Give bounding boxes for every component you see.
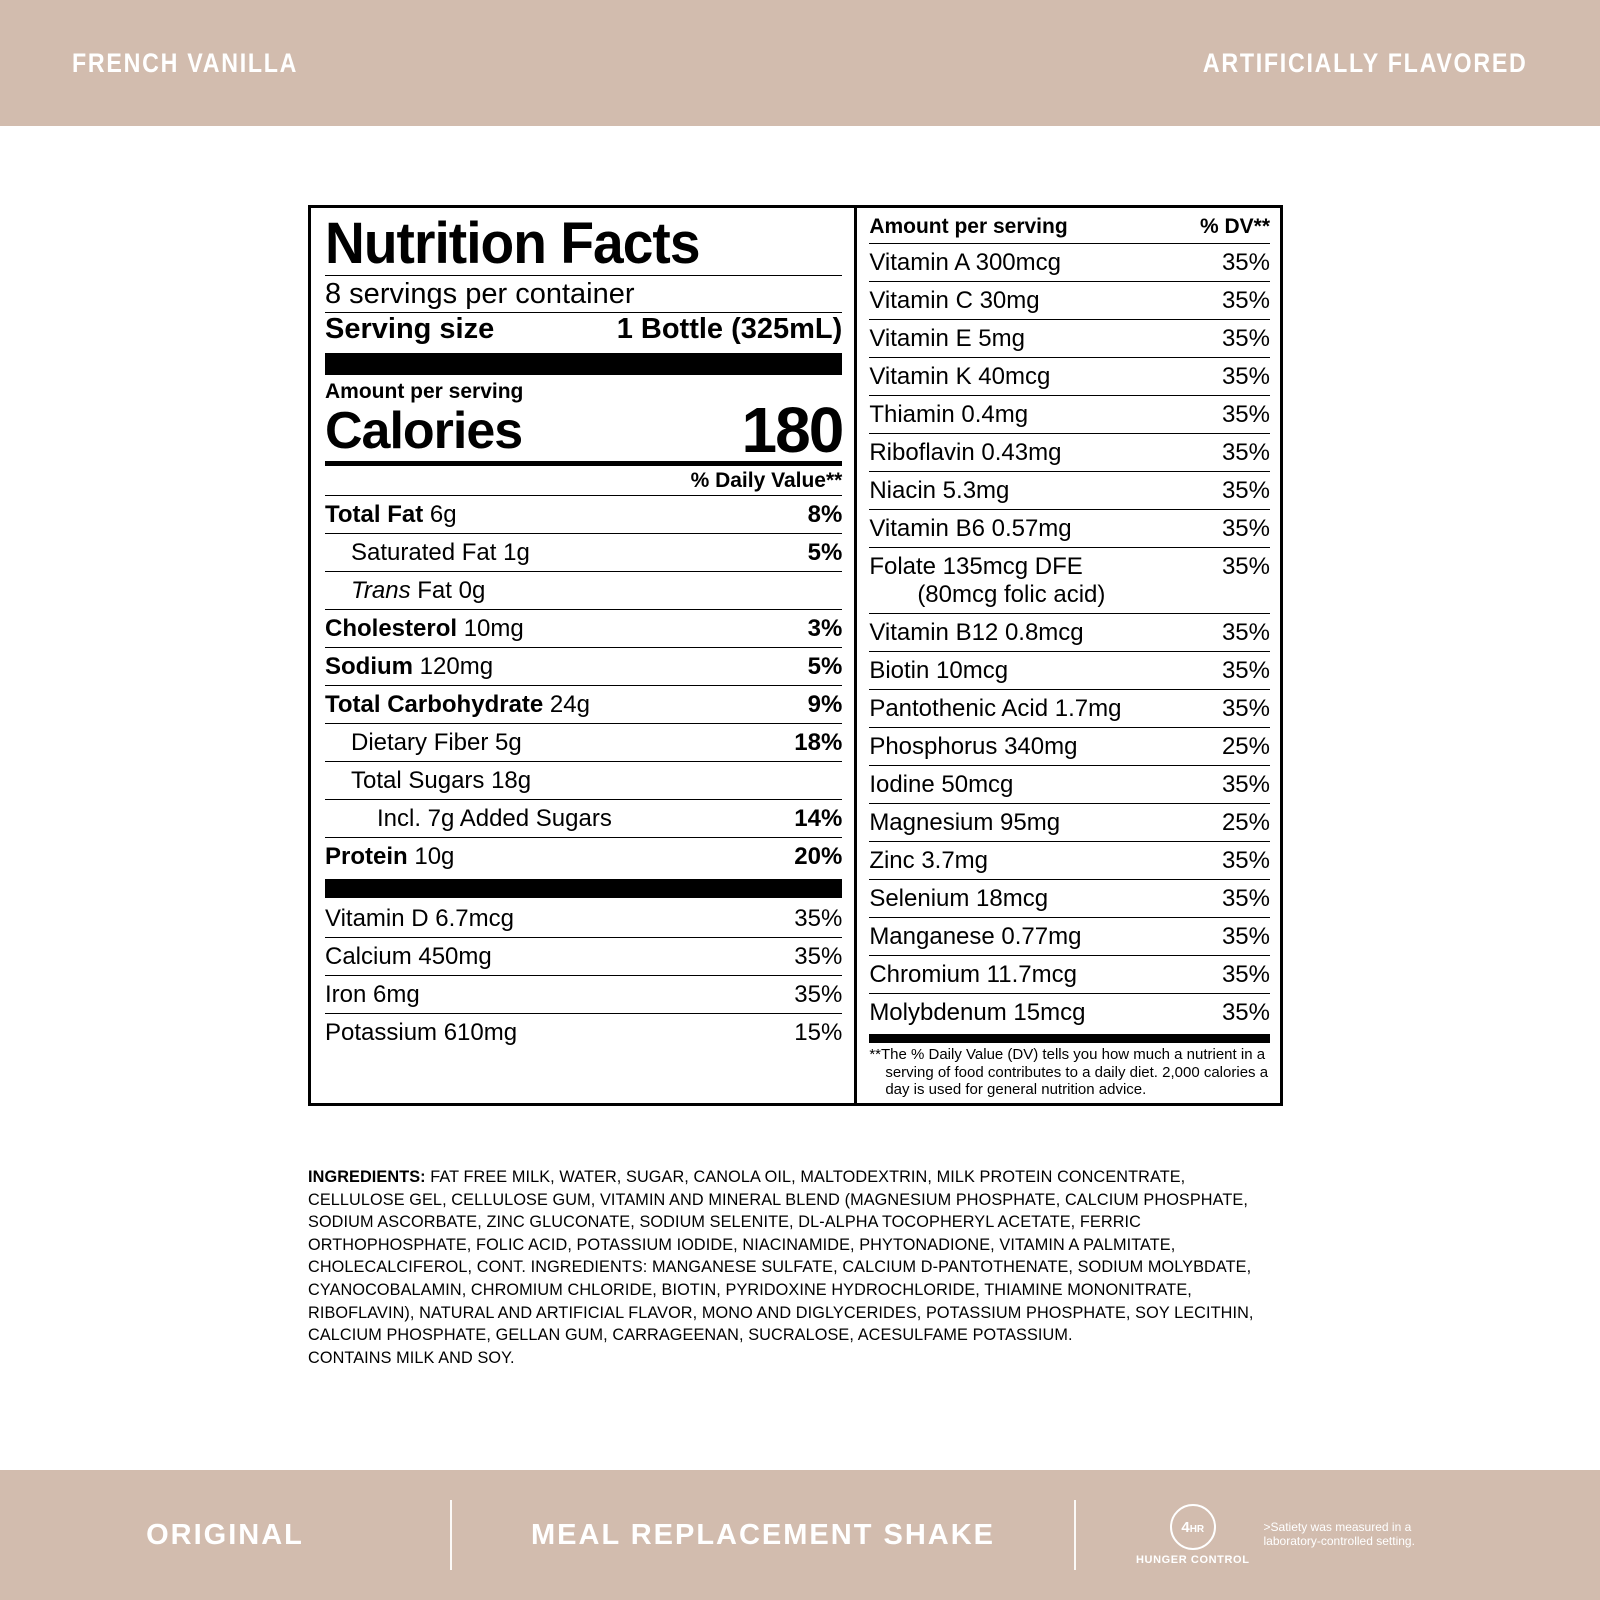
nutrient-name: Trans [351,576,411,604]
satiety-note: >Satiety was measured in a laboratory-controlled setting. [1263,1520,1415,1548]
nutrient-amount: 5g [495,728,522,756]
macronutrient-table [325,495,842,875]
nutrient-pct: 35% [1206,510,1270,548]
ingredients-text: FAT FREE MILK, WATER, SUGAR, CANOLA OIL, MALTODEXTRIN, MILK PROTEIN CONCENTRATE, CELLULOSE GEL, CELLULOSE GUM, VITAMIN AND MINERAL BLEND (MAGNESIUM PHOSPHATE, CALCIUM PHOSPHATE, SODIUM ASCORBATE, ZINC GLUCONATE, SODIUM SELENITE, DL-ALPHA TOCOPHERYL ACETATE, FERRIC ORTHOPHOSPHATE, FOLIC ACID, POTASSIUM IODIDE, NIACINAMIDE, PHYTONADIONE, VITAMIN A PALMITATE, CHOLECALCIFEROL, CONT. INGREDIENTS: MANGANESE SULFATE, CALCIUM D-PANTOTHENATE, SODIUM MOLYBDATE, CYANOCOBALAMIN, CHROMIUM CHLORIDE, BIOTIN, PYRIDOXINE HYDROCHLORIDE, THIAMINE MONONITRATE, RIBOFLAVIN), NATURAL AND ARTIFICIAL FLAVOR, MONO AND DIGLYCERIDES, POTASSIUM PHOSPHATE, SOY LECITHIN, CALCIUM PHOSPHATE, GELLAN GUM, CARRAGEENAN, SUCRALOSE, ACESULFAME POTASSIUM. [308,1168,1254,1345]
nutrient-name: Magnesium 95mg [869,804,1206,842]
amount-per-serving-label-right: Amount per serving [869,215,1068,238]
table-row [325,799,842,837]
table-row [869,614,1270,652]
nutrient-pct: 35% [739,937,843,975]
table-row [869,320,1270,358]
nutrient-name: Incl. 7g Added Sugars [377,804,612,832]
nutrient-pct: 15% [739,1013,843,1051]
flavor-label: FRENCH VANILLA [72,47,299,78]
nutrient-pct: 5% [768,647,842,685]
nutrient-pct: 35% [1206,244,1270,282]
hunger-control-label: HUNGER CONTROL [1136,1554,1250,1566]
nutrient-pct: 35% [1206,396,1270,434]
table-row [325,571,842,609]
nutrient-name: Saturated Fat [351,538,497,566]
nutrient-amount: 10g [414,842,455,870]
nutrient-name: Vitamin B6 0.57mg [869,510,1206,548]
amount-per-serving-label: Amount per serving [325,379,524,403]
table-row [869,690,1270,728]
nutrient-pct: 35% [1206,956,1270,994]
original-label: ORIGINAL [146,1518,304,1551]
nutrient-name: Iodine 50mcg [869,766,1206,804]
contains-statement: CONTAINS MILK AND SOY. [308,1348,515,1367]
nutrient-name: Thiamin 0.4mg [869,396,1206,434]
nutrient-name: Vitamin K 40mcg [869,358,1206,396]
nutrient-name-secondary: (80mcg folic acid) [917,581,1106,608]
table-row [325,533,842,571]
nutrient-pct: 35% [1206,434,1270,472]
nutrition-facts-panel [308,205,1283,1106]
serving-size-row [325,313,842,349]
ingredients-paragraph [308,1166,1278,1347]
table-row [869,282,1270,320]
nutrient-name: Pantothenic Acid 1.7mg [869,690,1206,728]
nutrient-name: Molybdenum 15mcg [869,994,1206,1032]
vitamin-table-header [869,214,1270,243]
table-row [869,472,1270,510]
table-row [325,609,842,647]
nutrient-amount: 18g [491,766,532,794]
badge-hours-unit: HR [1189,1523,1205,1535]
daily-value-footnote [869,1043,1270,1099]
table-row [325,937,842,975]
table-row [869,880,1270,918]
nutrient-name: Dietary Fiber [351,728,489,756]
nutrient-pct: 35% [1206,766,1270,804]
table-row [325,723,842,761]
nutrient-name: Riboflavin 0.43mg [869,434,1206,472]
ingredients-label: INGREDIENTS: [308,1168,426,1186]
nutrient-pct: 14% [768,799,842,837]
nutrient-pct: 35% [1206,320,1270,358]
nutrient-amount: 6g [429,500,457,528]
nutrient-amount: Fat 0g [417,576,486,604]
table-row [325,495,842,533]
nutrition-right-column [857,208,1280,1103]
nutrient-name: Biotin 10mcg [869,652,1206,690]
nutrient-pct: 35% [1206,880,1270,918]
bottom-banner [0,1470,1600,1600]
table-row [325,685,842,723]
nutrient-pct [768,761,842,799]
nutrient-pct: 35% [739,975,843,1013]
nutrient-pct: 35% [1206,358,1270,396]
nutrient-name: Phosphorus 340mg [869,728,1206,766]
nutrient-name: Potassium 610mg [325,1013,739,1051]
table-row [869,994,1270,1032]
nutrient-name: Total Fat [325,500,424,528]
table-row [869,766,1270,804]
table-row [869,510,1270,548]
nutrient-name: Vitamin E 5mg [869,320,1206,358]
nutrient-name: Vitamin A 300mcg [869,244,1206,282]
nutrient-name: Niacin 5.3mg [869,472,1206,510]
divider-1 [450,1500,452,1570]
nutrient-name: Total Sugars [351,766,485,794]
table-row [325,975,842,1013]
hunger-control-badge [1076,1504,1600,1566]
table-row [869,244,1270,282]
nutrient-pct: 35% [794,904,843,932]
nutrient-name: Iron 6mg [325,975,739,1013]
table-row [325,761,842,799]
nutrient-name: Folate 135mcg DFE [869,553,1083,580]
table-row [325,837,842,875]
table-row [869,652,1270,690]
nutrient-name: Calcium 450mg [325,937,739,975]
nutrient-amount: 10mg [463,614,524,642]
vitamin-table [869,243,1270,1031]
nutrient-pct: 20% [768,837,842,875]
mineral-table-left [325,900,842,1051]
table-row [869,434,1270,472]
thick-divider-3 [869,1034,1270,1043]
nutrient-pct: 35% [1206,282,1270,320]
nutrient-name: Manganese 0.77mg [869,918,1206,956]
ingredients-section [308,1166,1278,1369]
serving-size-value: 1 Bottle (325mL) [616,312,843,345]
dv-label-right: % DV** [1199,215,1270,238]
nutrient-pct: 35% [1206,842,1270,880]
nutrient-pct: 3% [768,609,842,647]
nutrient-name: Total Carbohydrate [325,690,544,718]
nutrient-amount: 120mg [419,652,494,680]
thick-divider-1 [325,353,842,375]
nutrient-pct: 35% [1206,548,1270,614]
top-banner [0,0,1600,126]
calories-row [325,393,843,466]
nutrient-name: Zinc 3.7mg [869,842,1206,880]
clock-icon [1136,1504,1250,1566]
table-row [869,728,1270,766]
nutrient-name: Vitamin D 6.7mcg [325,904,514,932]
page-title: Nutrition Facts [325,211,700,276]
nutrient-pct: 35% [1206,472,1270,510]
calories-label: Calories [325,401,523,460]
daily-value-header: % Daily Value** [690,468,843,492]
table-row [869,918,1270,956]
table-row [869,396,1270,434]
divider-2 [1074,1500,1076,1570]
nutrient-amount: 24g [549,690,590,718]
table-row [869,804,1270,842]
nutrient-pct: 25% [1206,804,1270,842]
table-row [325,647,842,685]
servings-per-container: 8 servings per container [325,277,635,310]
serving-size-label: Serving size [325,312,495,345]
nutrient-name: Sodium [325,652,413,680]
nutrient-name: Selenium 18mcg [869,880,1206,918]
footnote-text: **The % Daily Value (DV) tells you how much a nutrient in a serving of food contributes to a daily diet. 2,000 calories a day is used for general nutrition advice. [869,1046,1269,1099]
table-row [869,956,1270,994]
table-row [869,842,1270,880]
nutrient-name: Vitamin B12 0.8mcg [869,614,1206,652]
nutrient-pct: 5% [768,533,842,571]
nutrient-pct: 18% [768,723,842,761]
nutrient-amount: 1g [503,538,530,566]
nutrition-left-column [311,208,857,1103]
thick-divider-2 [325,879,842,898]
nutrient-pct: 35% [1206,994,1270,1032]
product-label: MEAL REPLACEMENT SHAKE [531,1518,995,1551]
nutrient-name: Chromium 11.7mcg [869,956,1206,994]
table-row [325,900,842,938]
calories-value: 180 [741,393,843,466]
table-row [325,1013,842,1051]
nutrient-pct: 35% [1206,652,1270,690]
nutrient-name: Cholesterol [325,614,458,642]
nutrient-pct: 25% [1206,728,1270,766]
nutrient-name: Protein [325,842,408,870]
nutrient-pct: 35% [1206,918,1270,956]
table-row [869,358,1270,396]
nutrient-name: Vitamin C 30mg [869,282,1206,320]
nutrient-pct: 35% [1206,690,1270,728]
nutrient-pct: 8% [768,495,842,533]
nutrient-pct [768,571,842,609]
nutrient-pct: 9% [768,685,842,723]
table-row [869,548,1270,614]
badge-hours: 4 [1181,1518,1190,1536]
artificially-flavored-label: ARTIFICIALLY FLAVORED [1203,47,1528,78]
nutrient-pct: 35% [1206,614,1270,652]
